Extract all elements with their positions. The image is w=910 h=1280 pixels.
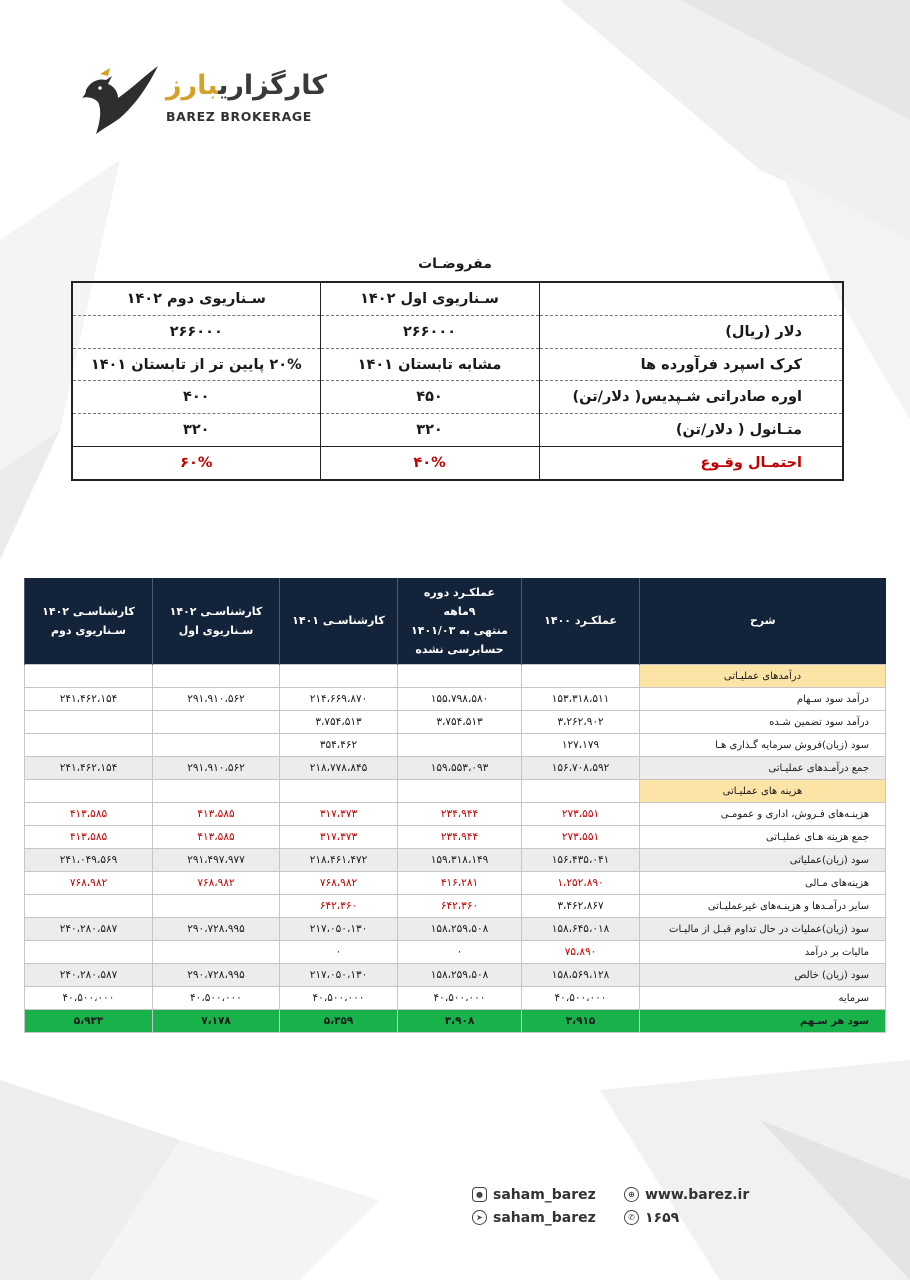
telegram-icon: ➤ <box>472 1210 487 1225</box>
header-9month: عملکـرد دوره ۹ماهه منتهی به ۱۴۰۱/۰۳ حسابرسی نشده <box>398 578 522 665</box>
footer-contact <box>624 1183 749 1229</box>
assumption-row <box>72 316 843 349</box>
financial-table <box>24 578 886 1033</box>
table-row: سود (زیان)عملیاتی ۱۵۶،۴۳۵،۰۴۱ ۱۵۹،۳۱۸،۱۴۹ ۲۱۸،۴۶۱،۴۷۲ ۲۹۱،۴۹۷،۹۷۷ ۲۴۱،۰۴۹،۵۶۹ <box>25 849 886 872</box>
assumptions-title: مفروضـات <box>418 256 492 272</box>
probability-row <box>72 446 843 480</box>
row-label: کرک اسپرد فرآورده ها <box>539 348 843 381</box>
cell: ۴۰% <box>320 446 539 480</box>
assumptions-table <box>71 281 844 481</box>
table-row: درآمد سود تضمین شـده ۳،۲۶۲،۹۰۲ ۳،۷۵۴،۵۱۳ ۳،۷۵۴،۵۱۳ <box>25 711 886 734</box>
header-1402-s1: کارشناسـی ۱۴۰۲ سـناریوی اول <box>153 578 280 665</box>
section-row: هزینه های عملیـاتی <box>25 780 886 803</box>
header-cell: سـناریوی دوم ۱۴۰۲ <box>72 282 320 316</box>
table-row: هزینـه‌های فـروش، اداری و عمومـی ۲۷۳،۵۵۱ ۲۳۴،۹۴۴ ۳۱۷،۳۷۳ ۴۱۳،۵۸۵ ۴۱۳،۵۸۵ <box>25 803 886 826</box>
row-label: متـانول ( دلار/تن) <box>539 414 843 447</box>
cell: ۶۰% <box>72 446 320 480</box>
cell: ۲۰% پایین تر از تابستان ۱۴۰۱ <box>72 348 320 381</box>
assumptions-header-row <box>72 282 843 316</box>
cell: ۴۵۰ <box>320 381 539 414</box>
table-row: سرمایه ۴۰،۵۰۰،۰۰۰ ۴۰،۵۰۰،۰۰۰ ۴۰،۵۰۰،۰۰۰ ۴۰،۵۰۰،۰۰۰ ۴۰،۵۰۰،۰۰۰ <box>25 987 886 1010</box>
table-row: درآمد سود سـهام ۱۵۳،۳۱۸،۵۱۱ ۱۵۵،۷۹۸،۵۸۰ ۲۱۴،۶۶۹،۸۷۰ ۲۹۱،۹۱۰،۵۶۲ ۲۴۱،۴۶۲،۱۵۴ <box>25 688 886 711</box>
row-label: احتمـال وقـوع <box>539 446 843 480</box>
assumption-row <box>72 348 843 381</box>
table-row: سود (زیان)عملیات در حال تداوم قبـل از مالیـات ۱۵۸،۶۴۵،۰۱۸ ۱۵۸،۲۵۹،۵۰۸ ۲۱۷،۰۵۰،۱۳۰ ۲۹۰،۷۲۸،۹۹۵ ۲۴۰،۲۸۰،۵۸۷ <box>25 918 886 941</box>
assumption-row <box>72 381 843 414</box>
header-desc: شرح <box>640 578 886 665</box>
phone-link[interactable]: ✆ ۱۶۵۹ <box>624 1206 749 1229</box>
cell: ۳۲۰ <box>72 414 320 447</box>
header-1400: عملکـرد ۱۴۰۰ <box>522 578 640 665</box>
cell: ۲۶۶۰۰۰ <box>320 316 539 349</box>
table-row: سایر درآمـدها و هزینـه‌های غیرعملیـاتی ۳،۴۶۲،۸۶۷ ۶۴۲،۳۶۰ ۶۴۲،۳۶۰ <box>25 895 886 918</box>
table-row: سود (زیان) خالص ۱۵۸،۵۶۹،۱۲۸ ۱۵۸،۲۵۹،۵۰۸ ۲۱۷،۰۵۰،۱۳۰ ۲۹۰،۷۲۸،۹۹۵ ۲۴۰،۲۸۰،۵۸۷ <box>25 964 886 987</box>
instagram-icon: ● <box>472 1187 487 1202</box>
eagle-icon <box>78 60 162 135</box>
table-row: سود (زیان)فروش سرمایه گـذاری هـا ۱۲۷،۱۷۹ ۳۵۴،۴۶۲ <box>25 734 886 757</box>
assumption-row <box>72 414 843 447</box>
cell: ۲۶۶۰۰۰ <box>72 316 320 349</box>
table-row: هزینه‌های مـالی ۱،۲۵۲،۸۹۰ ۴۱۶،۲۸۱ ۷۶۸،۹۸۲ ۷۶۸،۹۸۲ ۷۶۸،۹۸۲ <box>25 872 886 895</box>
header-1401: کارشناسـی ۱۴۰۱ <box>280 578 398 665</box>
header-1402-s2: کارشناسـی ۱۴۰۲ سـناریوی دوم <box>25 578 153 665</box>
header-cell <box>539 282 843 316</box>
header-cell: سـناریوی اول ۱۴۰۲ <box>320 282 539 316</box>
website-link[interactable]: ⊕ www.barez.ir <box>624 1183 749 1206</box>
footer-social <box>472 1183 596 1229</box>
eps-row: سود هر سـهم ۳،۹۱۵ ۳،۹۰۸ ۵،۳۵۹ ۷،۱۷۸ ۵،۹۳۳ <box>25 1010 886 1033</box>
logo-text-fa: کارگزاریبارز <box>166 70 328 101</box>
table-row: جمع هزینه هـای عملیـاتی ۲۷۳،۵۵۱ ۲۳۴،۹۴۴ ۳۱۷،۳۷۳ ۴۱۳،۵۸۵ ۴۱۳،۵۸۵ <box>25 826 886 849</box>
table-row: مالیات بر درآمد ۷۵،۸۹۰ ۰ ۰ <box>25 941 886 964</box>
cell: مشابه تابستان ۱۴۰۱ <box>320 348 539 381</box>
row-label: اوره صادراتی شـپدیس( دلار/تن) <box>539 381 843 414</box>
logo-text-en: BAREZ BROKERAGE <box>166 109 312 124</box>
total-row: جمع درآمـدهای عملیـاتی ۱۵۶،۷۰۸،۵۹۲ ۱۵۹،۵۵۳،۰۹۳ ۲۱۸،۷۷۸،۸۴۵ ۲۹۱،۹۱۰،۵۶۲ ۲۴۱،۴۶۲،۱۵۴ <box>25 757 886 780</box>
section-row: درآمدهای عملیـاتی <box>25 665 886 688</box>
instagram-link[interactable]: ● saham_barez <box>472 1183 596 1206</box>
cell: ۴۰۰ <box>72 381 320 414</box>
financial-header-row <box>25 578 886 665</box>
brokerage-logo <box>78 60 328 135</box>
phone-icon: ✆ <box>624 1210 639 1225</box>
telegram-link[interactable]: ➤ saham_barez <box>472 1206 596 1229</box>
cell: ۳۲۰ <box>320 414 539 447</box>
row-label: دلار (ریال) <box>539 316 843 349</box>
globe-icon: ⊕ <box>624 1187 639 1202</box>
